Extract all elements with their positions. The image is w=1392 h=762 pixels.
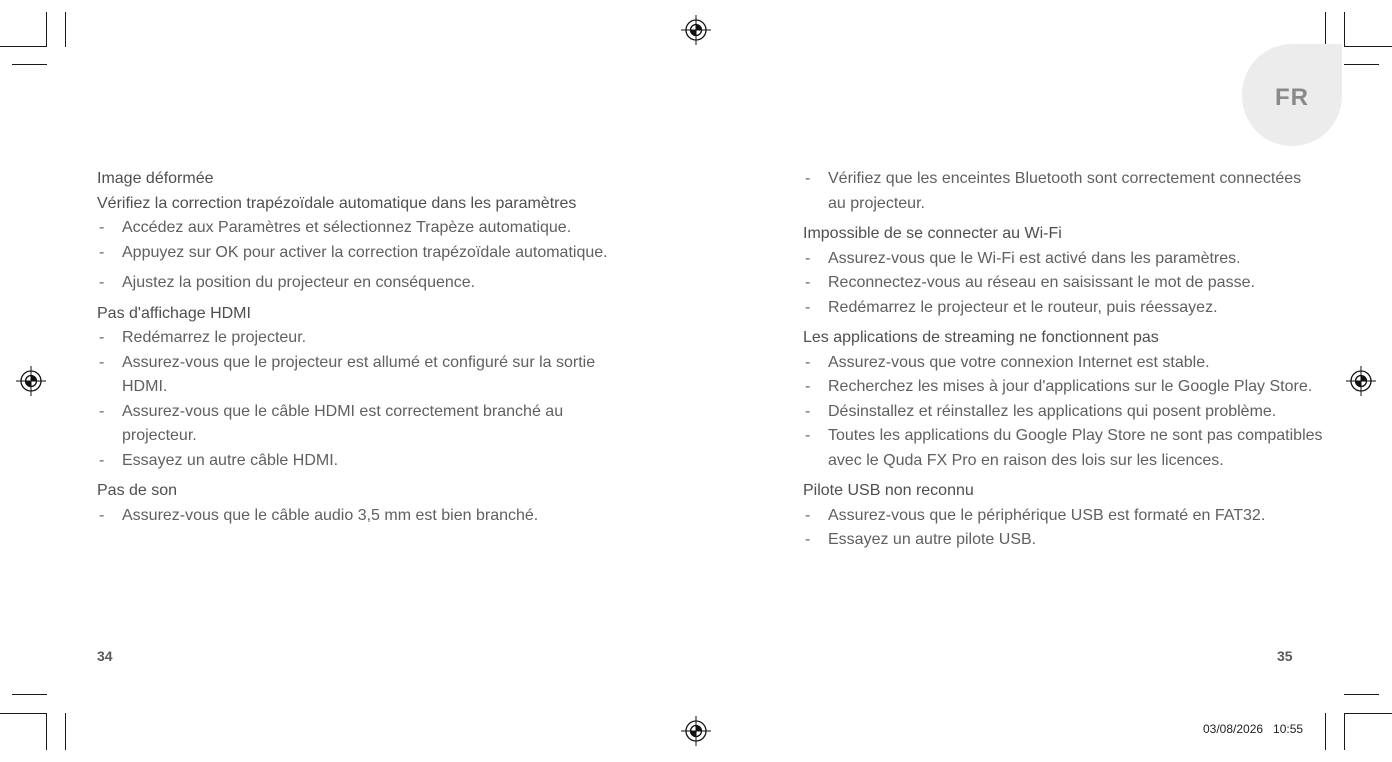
registration-mark-icon bbox=[16, 366, 46, 396]
wifi-list bbox=[803, 247, 1323, 321]
crop-mark bbox=[1344, 46, 1392, 47]
registration-mark-icon bbox=[681, 15, 711, 45]
crop-mark bbox=[12, 64, 47, 65]
crop-mark bbox=[1344, 64, 1379, 65]
keystone-steps-list bbox=[97, 216, 617, 296]
registration-mark-icon bbox=[681, 716, 711, 746]
list-item: - Assurez-vous que le câble audio 3,5 mm est bien branché. bbox=[97, 504, 617, 529]
section-heading-son: Pas de son bbox=[97, 482, 178, 499]
list-item: - Ajustez la position du projecteur en conséquence. bbox=[97, 271, 617, 296]
page-number-right: 35 bbox=[1277, 648, 1293, 664]
crop-mark bbox=[65, 12, 66, 47]
list-item: - Redémarrez le projecteur. bbox=[97, 326, 617, 351]
bluetooth-list bbox=[803, 167, 1323, 216]
right-page-content bbox=[803, 167, 1323, 553]
list-item: - Toutes les applications du Google Play Store ne sont pas compatibles avec le Quda FX Pro en raison des lois sur les licences. bbox=[803, 424, 1323, 473]
crop-mark bbox=[0, 46, 47, 47]
language-tab bbox=[1242, 44, 1342, 146]
list-item: - Accédez aux Paramètres et sélectionnez Trapèze automatique. bbox=[97, 216, 617, 241]
section-heading-streaming: Les applications de streaming ne fonctionnent pas bbox=[803, 329, 1159, 346]
streaming-list bbox=[803, 351, 1323, 474]
crop-mark bbox=[46, 12, 47, 47]
list-item: - Assurez-vous que votre connexion Internet est stable. bbox=[803, 351, 1323, 376]
crop-mark bbox=[46, 713, 47, 750]
list-item: - Assurez-vous que le câble HDMI est correctement branché au projecteur. bbox=[97, 400, 617, 449]
list-item: - Redémarrez le projecteur et le routeur, puis réessayez. bbox=[803, 296, 1323, 321]
language-label: FR bbox=[1275, 84, 1309, 111]
list-item: - Recherchez les mises à jour d'applications sur le Google Play Store. bbox=[803, 375, 1323, 400]
crop-mark bbox=[1344, 12, 1345, 47]
section-heading-hdmi: Pas d'affichage HDMI bbox=[97, 304, 251, 322]
crop-mark bbox=[12, 694, 47, 695]
list-item: - Appuyez sur OK pour activer la correction trapézoïdale automatique. bbox=[97, 241, 617, 266]
section-heading-wifi: Impossible de se connecter au Wi-Fi bbox=[803, 225, 1062, 242]
list-item: - Essayez un autre câble HDMI. bbox=[97, 449, 617, 474]
page-number-left: 34 bbox=[97, 648, 113, 664]
crop-mark bbox=[0, 713, 47, 714]
list-item: - Désinstallez et réinstallez les applications qui posent problème. bbox=[803, 400, 1323, 425]
hdmi-list bbox=[97, 326, 617, 473]
list-item: - Vérifiez que les enceintes Bluetooth sont correctement connectées au projecteur. bbox=[803, 167, 1323, 216]
son-list bbox=[97, 504, 617, 529]
crop-mark bbox=[1325, 713, 1326, 750]
list-item: - Essayez un autre pilote USB. bbox=[803, 528, 1323, 553]
crop-mark bbox=[65, 713, 66, 750]
crop-mark bbox=[1344, 713, 1345, 750]
crop-mark bbox=[1344, 694, 1379, 695]
list-item: - Reconnectez-vous au réseau en saisissant le mot de passe. bbox=[803, 271, 1323, 296]
crop-mark bbox=[1344, 713, 1392, 714]
crop-mark bbox=[1325, 12, 1326, 47]
section-heading-image-deformee: Image déformée bbox=[97, 170, 214, 187]
list-item: - Assurez-vous que le Wi-Fi est activé dans les paramètres. bbox=[803, 247, 1323, 272]
list-item: - Assurez-vous que le périphérique USB est formaté en FAT32. bbox=[803, 504, 1323, 529]
usb-list bbox=[803, 504, 1323, 553]
list-item: - Assurez-vous que le projecteur est allumé et configuré sur la sortie HDMI. bbox=[97, 351, 617, 400]
section-subheading: Vérifiez la correction trapézoïdale automatique dans les paramètres bbox=[97, 194, 577, 212]
section-heading-usb: Pilote USB non reconnu bbox=[803, 482, 974, 499]
print-timestamp: 03/08/2026 10:55 bbox=[1203, 722, 1304, 736]
registration-mark-icon bbox=[1346, 366, 1376, 396]
left-page-content bbox=[97, 167, 617, 528]
